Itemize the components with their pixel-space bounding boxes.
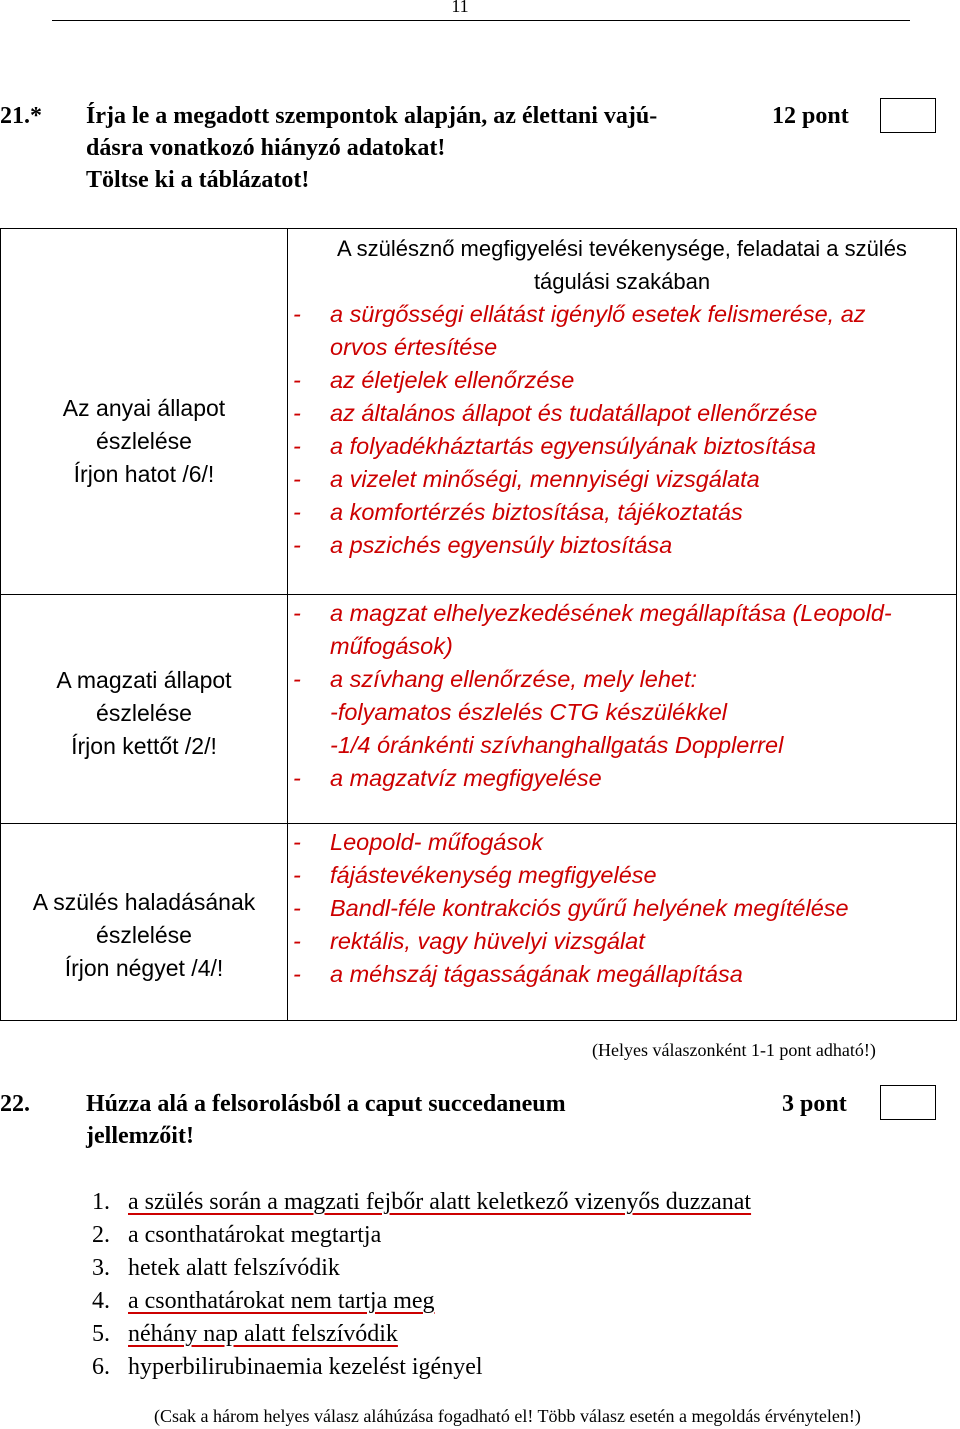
table-header-cell — [288, 229, 957, 299]
q21-score-box[interactable] — [880, 98, 936, 133]
q21-number: 21.* — [0, 103, 42, 129]
answer-item: - a komfortérzés biztosítása, tájékoztatás — [293, 499, 743, 525]
answer-item: - az életjelek ellenőrzése — [293, 367, 575, 393]
answer-table — [0, 228, 957, 1021]
option-text[interactable]: a csonthatárokat megtartja — [128, 1222, 382, 1248]
q22-scoring-note: (Csak a három helyes válasz aláhúzása fogadható el! Több válasz esetén a megoldás érvénytelen!) — [154, 1406, 861, 1426]
q21-scoring-note: (Helyes válaszonként 1-1 pont adható!) — [592, 1040, 876, 1060]
row-label-maternal — [1, 229, 288, 595]
q22-text-line: jellemzőit! — [86, 1123, 194, 1149]
row-label-line: Írjon hatot /6/! — [73, 461, 215, 487]
table-header-line: tágulási szakában — [533, 269, 711, 294]
option-text-underlined[interactable]: a csonthatárokat nem tartja meg — [128, 1288, 435, 1314]
row-label-fetal — [1, 595, 288, 824]
row-label-line: A szülés haladásának — [32, 888, 256, 915]
option-text[interactable]: hyperbilirubinaemia kezelést igényel — [128, 1354, 483, 1380]
q21-text-line: Töltse ki a táblázatot! — [86, 167, 310, 193]
table-header-row — [1, 229, 957, 299]
answer-item: - a szívhang ellenőrzése, mely lehet: -folyamatos észlelés CTG készülékkel -1/4 óránkénti szívhanghallgatás Dopplerrel — [293, 666, 784, 758]
answer-item: - fájástevékenység megfigyelése — [293, 862, 657, 888]
row-label-line: Az anyai állapot — [62, 395, 226, 421]
list-item[interactable]: 3. hetek alatt felszívódik — [92, 1255, 340, 1281]
option-text-underlined[interactable]: a szülés során a magzati fejbőr alatt keletkező vizenyős duzzanat — [128, 1189, 752, 1215]
answer-item: - a magzatvíz megfigyelése — [293, 765, 602, 791]
q21-text — [86, 100, 657, 196]
row-label-line: észlelése — [96, 921, 192, 948]
row-label-line: Írjon négyet /4/! — [64, 954, 224, 981]
answer-cell-progress — [288, 824, 957, 1021]
page-number: 11 — [451, 0, 469, 16]
answer-cell-fetal — [288, 595, 957, 824]
q21-points: 12 pont — [772, 103, 849, 129]
answer-item: - a folyadékháztartás egyensúlyának biztosítása — [293, 433, 816, 459]
list-item[interactable]: 6. hyperbilirubinaemia kezelést igényel — [92, 1354, 483, 1380]
q22-options — [92, 1186, 751, 1384]
answer-item: - a magzat elhelyezkedésének megállapítása (Leopold- műfogások) — [293, 600, 892, 659]
table-row — [1, 595, 957, 824]
answer-cell-maternal — [288, 298, 957, 595]
q22-text — [86, 1088, 566, 1152]
option-text[interactable]: hetek alatt felszívódik — [128, 1255, 340, 1281]
list-item[interactable]: 5. néhány nap alatt felszívódik — [92, 1321, 398, 1347]
table-row — [1, 824, 957, 1021]
answer-item: - a pszichés egyensúly biztosítása — [293, 532, 673, 558]
row-label-line: Írjon kettőt /2/! — [71, 732, 217, 759]
row-label-line: észlelése — [96, 699, 192, 726]
q22-score-box[interactable] — [880, 1085, 936, 1120]
list-item[interactable]: 1. a szülés során a magzati fejbőr alatt keletkező vizenyős duzzanat — [92, 1189, 752, 1215]
q22-points: 3 pont — [782, 1091, 847, 1117]
row-label-line: A magzati állapot — [56, 666, 232, 693]
table-header-line: A szülésznő megfigyelési tevékenysége, feladatai a szülés — [337, 236, 907, 261]
list-item[interactable]: 4. a csonthatárokat nem tartja meg — [92, 1288, 435, 1314]
list-item[interactable]: 2. a csonthatárokat megtartja — [92, 1222, 382, 1248]
q21-text-line: dásra vonatkozó hiányzó adatokat! — [86, 135, 446, 161]
q21-text-line: Írja le a megadott szempontok alapján, az élettani vajú- — [86, 103, 658, 129]
answer-item: - az általános állapot és tudatállapot ellenőrzése — [293, 400, 818, 426]
q22-number: 22. — [0, 1091, 30, 1117]
answer-item: - a vizelet minőségi, mennyiségi vizsgálata — [293, 466, 760, 492]
row-label-line: észlelése — [96, 428, 192, 454]
option-text-underlined[interactable]: néhány nap alatt felszívódik — [128, 1321, 398, 1347]
q22-text-line: Húzza alá a felsorolásból a caput succedaneum — [86, 1091, 566, 1117]
header-rule — [52, 20, 910, 21]
row-label-progress — [1, 824, 288, 1021]
answer-item: - rektális, vagy hüvelyi vizsgálat — [293, 928, 645, 954]
answer-item: - Bandl-féle kontrakciós gyűrű helyének megítélése — [293, 895, 849, 921]
answer-item: - a méhszáj tágasságának megállapítása — [293, 961, 743, 987]
answer-item: - Leopold- műfogások — [293, 829, 543, 855]
answer-item: - a sürgősségi ellátást igénylő esetek felismerése, az orvos értesítése — [293, 301, 866, 360]
